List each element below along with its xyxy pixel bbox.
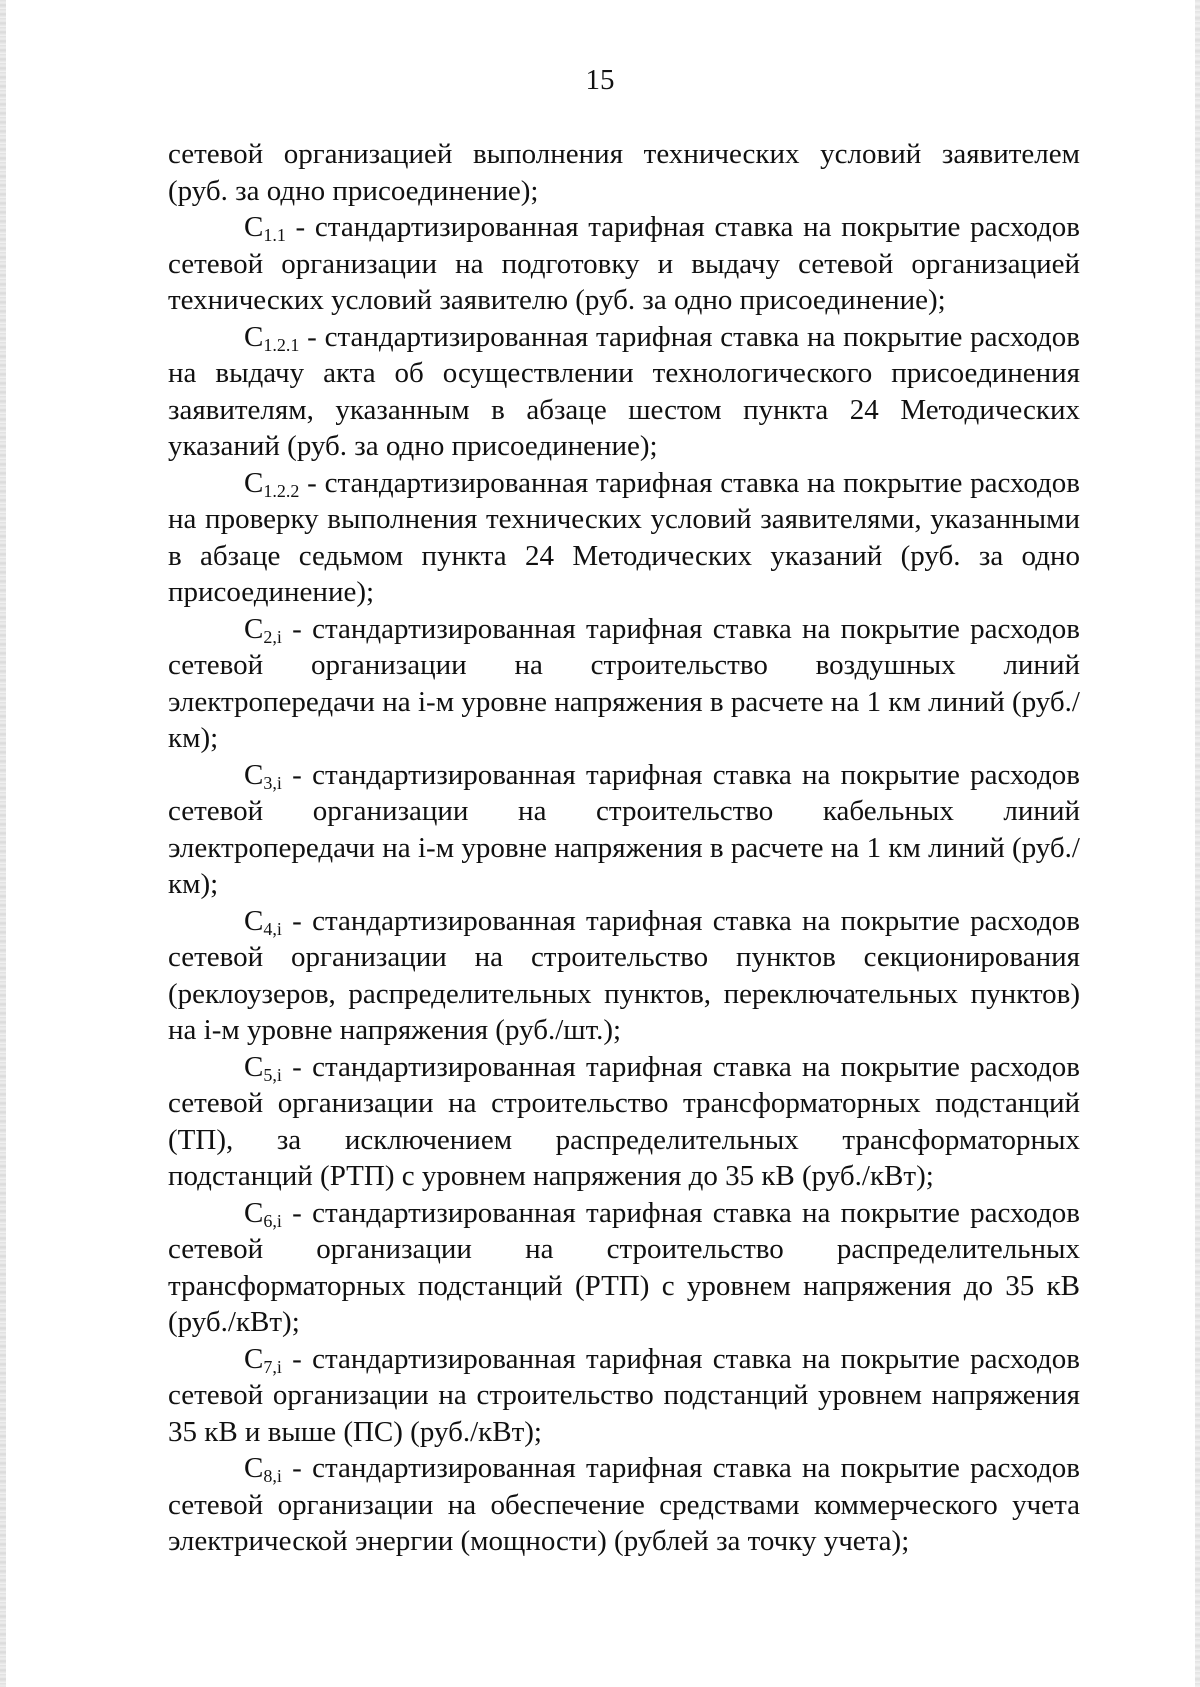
rate-subscript: 1.2.1	[263, 334, 300, 355]
rate-subscript: 1.2.2	[263, 480, 300, 501]
paragraph-c7	[168, 1341, 1080, 1451]
rate-symbol: $С_{4,i}$	[244, 904, 282, 939]
paragraph-text: - стандартизированная тарифная ставка на покрытие расходов на выдачу акта об осуществлении технологического присоединения заявителям, указанным в абзаце шестом пункта 24 Методических указаний (руб. за одно присоединение);	[168, 320, 1080, 462]
rate-symbol: $С_{6,i}$	[244, 1196, 282, 1231]
rate-subscript: 2,i	[263, 626, 282, 647]
scan-edge-right	[1195, 0, 1200, 1687]
page-number: 15	[585, 64, 615, 96]
paragraph-text: - стандартизированная тарифная ставка на покрытие расходов сетевой организации на строительство пунктов секционирования (реклоузеров, распределительных пунктов, переключательных пунктов) на i-м уровне напряжения (руб./шт.);	[168, 904, 1080, 1046]
paragraph-c3	[168, 757, 1080, 903]
paragraph-text: - стандартизированная тарифная ставка на покрытие расходов сетевой организации на обеспечение средствами коммерческого учета электрической энергии (мощности) (рублей за точку учета);	[168, 1452, 1080, 1557]
paragraph-text: - стандартизированная тарифная ставка на покрытие расходов сетевой организации на строительство воздушных линий электропередачи на i-м уровне напряжения в расчете на 1 км линий (руб./км);	[168, 612, 1080, 754]
paragraph-text: - стандартизированная тарифная ставка на покрытие расходов сетевой организации на строительство распределительных трансформаторных подстанций (РТП) с уровнем напряжения до 35 кВ (руб./кВт);	[168, 1196, 1080, 1338]
paragraph-text: - стандартизированная тарифная ставка на покрытие расходов сетевой организации на подготовку и выдачу сетевой организацией технических условий заявителю (руб. за одно присоединение);	[168, 211, 1080, 316]
paragraph-c4	[168, 903, 1080, 1049]
paragraph-c2	[168, 611, 1080, 757]
rate-symbol: $С_{7,i}$	[244, 1342, 282, 1377]
document-body	[168, 136, 1080, 1560]
scan-edge-left	[0, 0, 6, 1687]
paragraph-c1-2-2	[168, 465, 1080, 611]
rate-subscript: 1.1	[263, 225, 286, 245]
paragraph-text: - стандартизированная тарифная ставка на покрытие расходов сетевой организации на строительство трансформаторных подстанций (ТП), за исключением распределительных трансформаторных подстанций (РТП) с уровнем напряжения до 35 кВ (руб./кВт);	[168, 1050, 1080, 1192]
paragraph-c1-1	[168, 209, 1080, 319]
paragraph-c6	[168, 1195, 1080, 1341]
rate-symbol: $С_{1.1}$	[244, 211, 286, 245]
rate-subscript: 5,i	[263, 1064, 282, 1085]
paragraph-c1-2-1	[168, 319, 1080, 465]
rate-subscript: 6,i	[263, 1210, 282, 1231]
rate-symbol: $С_{8,i}$	[244, 1452, 282, 1486]
paragraph-text: сетевой организацией выполнения технических условий заявителем (руб. за одно присоединение);	[168, 138, 1080, 207]
rate-symbol: $С_{2,i}$	[244, 612, 282, 647]
paragraph-text: - стандартизированная тарифная ставка на покрытие расходов сетевой организации на строительство кабельных линий электропередачи на i-м уровне напряжения в расчете на 1 км линий (руб./км);	[168, 758, 1080, 900]
paragraph-text: - стандартизированная тарифная ставка на покрытие расходов сетевой организации на строительство подстанций уровнем напряжения 35 кВ и выше (ПС) (руб./кВт);	[168, 1342, 1080, 1448]
rate-symbol: $С_{1.2.2}$	[244, 466, 300, 501]
paragraph-text: - стандартизированная тарифная ставка на покрытие расходов на проверку выполнения технических условий заявителями, указанными в абзаце седьмом пункта 24 Методических указаний (руб. за одно присоединение);	[168, 466, 1080, 608]
paragraph-c8	[168, 1450, 1080, 1560]
rate-symbol: $С_{1.2.1}$	[244, 320, 300, 355]
rate-subscript: 3,i	[263, 772, 282, 793]
rate-subscript: 7,i	[263, 1356, 282, 1377]
rate-symbol: $С_{3,i}$	[244, 758, 282, 793]
paragraph-continuation	[168, 136, 1080, 209]
rate-subscript: 4,i	[263, 918, 282, 939]
paragraph-c5	[168, 1049, 1080, 1195]
rate-subscript: 8,i	[263, 1466, 282, 1486]
rate-symbol: $С_{5,i}$	[244, 1050, 282, 1085]
